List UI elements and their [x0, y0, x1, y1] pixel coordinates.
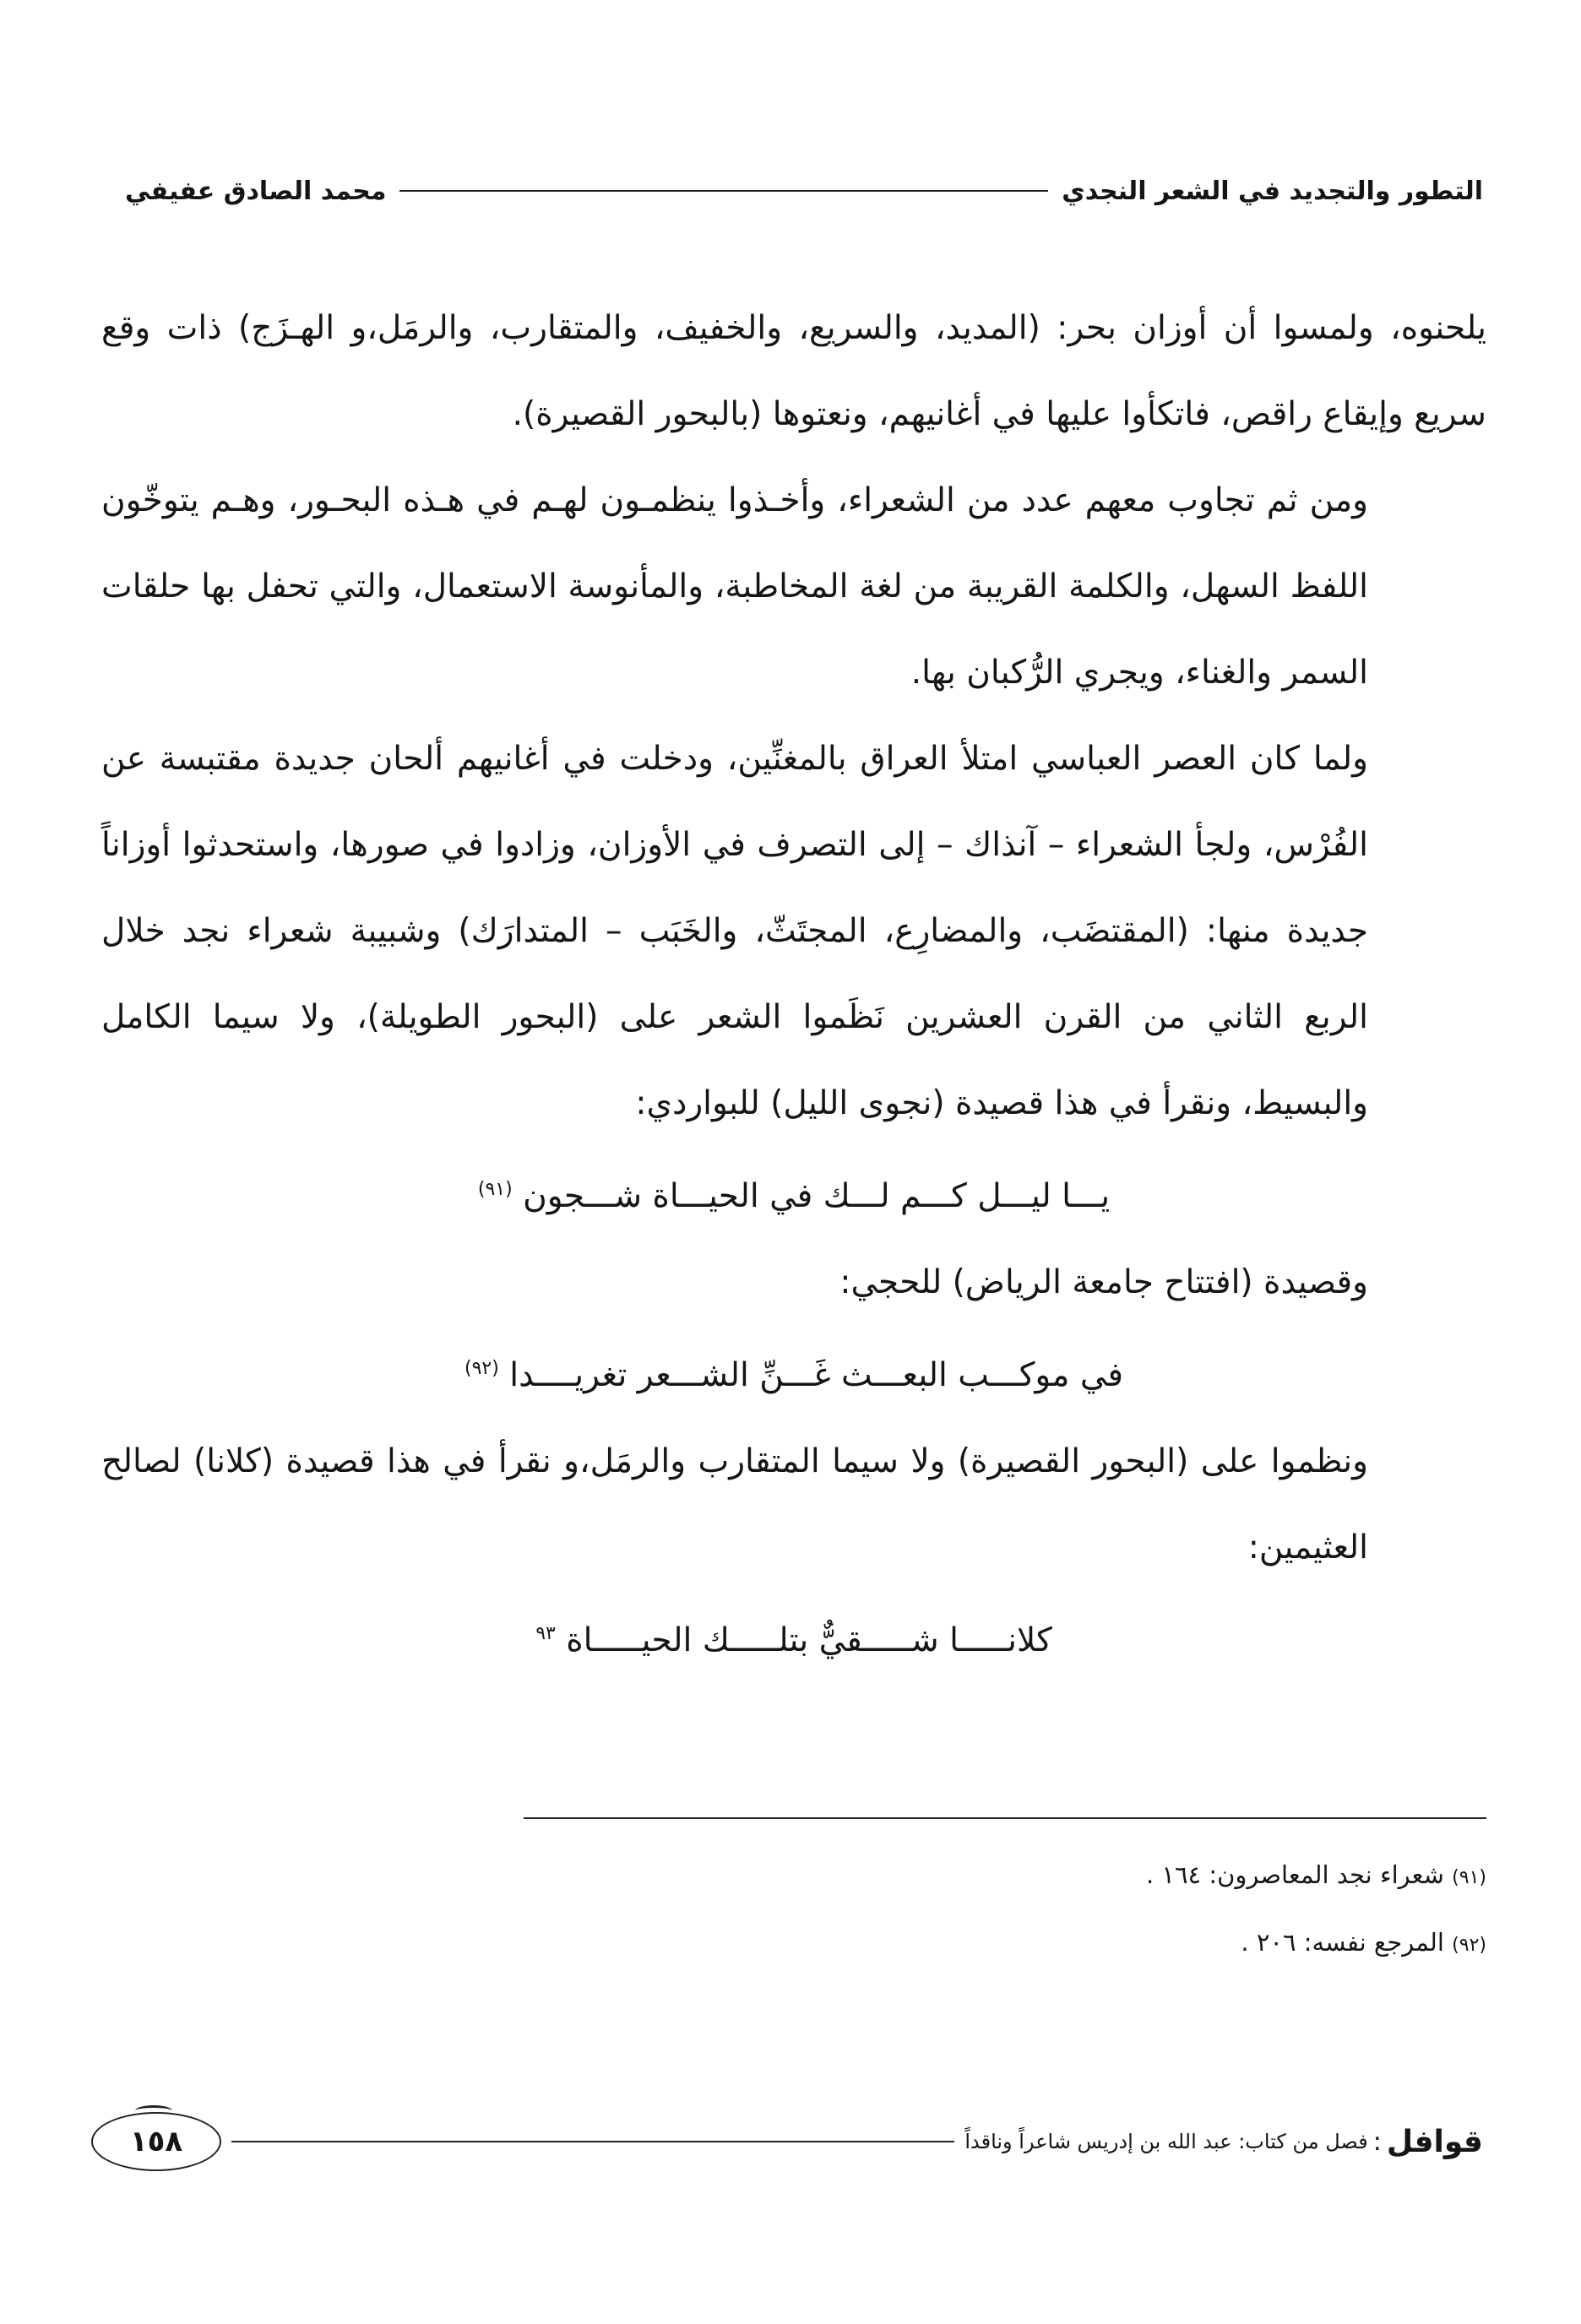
- footnote-2-number: (٩٢): [1452, 1935, 1486, 1956]
- main-text: [101, 285, 1486, 1684]
- paragraph-4: وقصيدة (افتتاح جامعة الرياض) للحجي:: [839, 1263, 1368, 1301]
- footnote-1-number: (٩١): [1452, 1867, 1486, 1888]
- header-title: التطور والتجديد في الشعر النجدي: [1062, 176, 1483, 206]
- footer-book-title: فصل من كتاب: عبد الله بن إدريس شاعراً وناقداً: [964, 2130, 1368, 2153]
- paragraph-2: ومن ثم تجاوب معهم عدد من الشعراء، وأخـذوا ينظمـون لهـم في هـذه البحـور، وهـم يتوخّون اللفظ السهل، والكلمة القريبة من لغة المخاطبة، والمأنوسة الاستعمال، والتي تحفل بها حلقات السمر والغناء، ويجري الرُّكبان بها.: [101, 481, 1368, 692]
- paragraph-1: يلحنوه، ولمسوا أن أوزان بحر: (المديد، والسريع، والخفيف، والمتقارب، والرمَل،و الهـزَج) ذات وقع سريع وإيقاع راقص، فاتكأوا عليها في أغانيهم، ونعتوها (بالبحور القصيرة).: [101, 309, 1486, 433]
- header-author: محمد الصادق عفيفي: [125, 176, 387, 206]
- footnote-divider: [524, 1817, 1486, 1819]
- footnote-1: [101, 1843, 1486, 1910]
- running-header: [125, 166, 1483, 216]
- footer-brand: قوافل: [1386, 2124, 1483, 2159]
- footnote-1-text: شعراء نجد المعاصرون: ١٦٤ .: [1145, 1860, 1444, 1889]
- footnote-2: [101, 1910, 1486, 1978]
- header-rule: [399, 190, 1048, 192]
- paragraph-3: ولما كان العصر العباسي امتلأ العراق بالمغنِّين، ودخلت في أغانيهم ألحان جديدة مقتبسة عن الفُرْس، ولجأ الشعراء – آنذاك – إلى التصرف في الأوزان، وزادوا في صورها، واستحدثوا أوزاناً جديدة منها: (المقتضَب، والمضارِع، المجتَثّ، والخَبَب – المتدارَك) وشبيبة شعراء نجد خلال الربع الثاني من القرن العشرين نَظَموا الشعر على (البحور الطويلة)، ولا سيما الكامل والبسيط، ونقرأ في هذا قصيدة (نجوى الليل) للبواردي:: [101, 740, 1368, 1122]
- verse-1: [101, 1147, 1486, 1240]
- running-footer: [91, 2111, 1483, 2172]
- paragraph-5: ونظموا على (البحور القصيرة) ولا سيما المتقارب والرمَل،و نقرأ في هذا قصيدة (كلانا) لصالح العثيمين:: [101, 1442, 1368, 1567]
- footnotes: [101, 1843, 1486, 1978]
- verse-2-footnote-ref: (٩٢): [465, 1358, 499, 1379]
- verse-2: [101, 1326, 1486, 1419]
- footer-separator: :: [1372, 2126, 1382, 2157]
- verse-3-footnote-ref: ٩٣: [535, 1623, 556, 1644]
- verse-1-text: يـــا ليـــل كـــم لـــك في الحيـــاة شـــجون: [523, 1177, 1111, 1215]
- verse-3-text: كلانـــــا شـــــقيٌّ بتلـــــك الحيـــــاة: [566, 1621, 1052, 1659]
- verse-2-text: في موكـــب البعـــث غَـــنِّ الشـــعر تغريــــدا: [509, 1356, 1123, 1394]
- footer-rule: [231, 2141, 954, 2142]
- footnote-2-text: المرجع نفسه: ٢٠٦ .: [1241, 1928, 1444, 1957]
- verse-3: [101, 1591, 1486, 1684]
- verse-1-footnote-ref: (٩١): [477, 1179, 513, 1200]
- page-number: ١٥٨: [91, 2112, 221, 2171]
